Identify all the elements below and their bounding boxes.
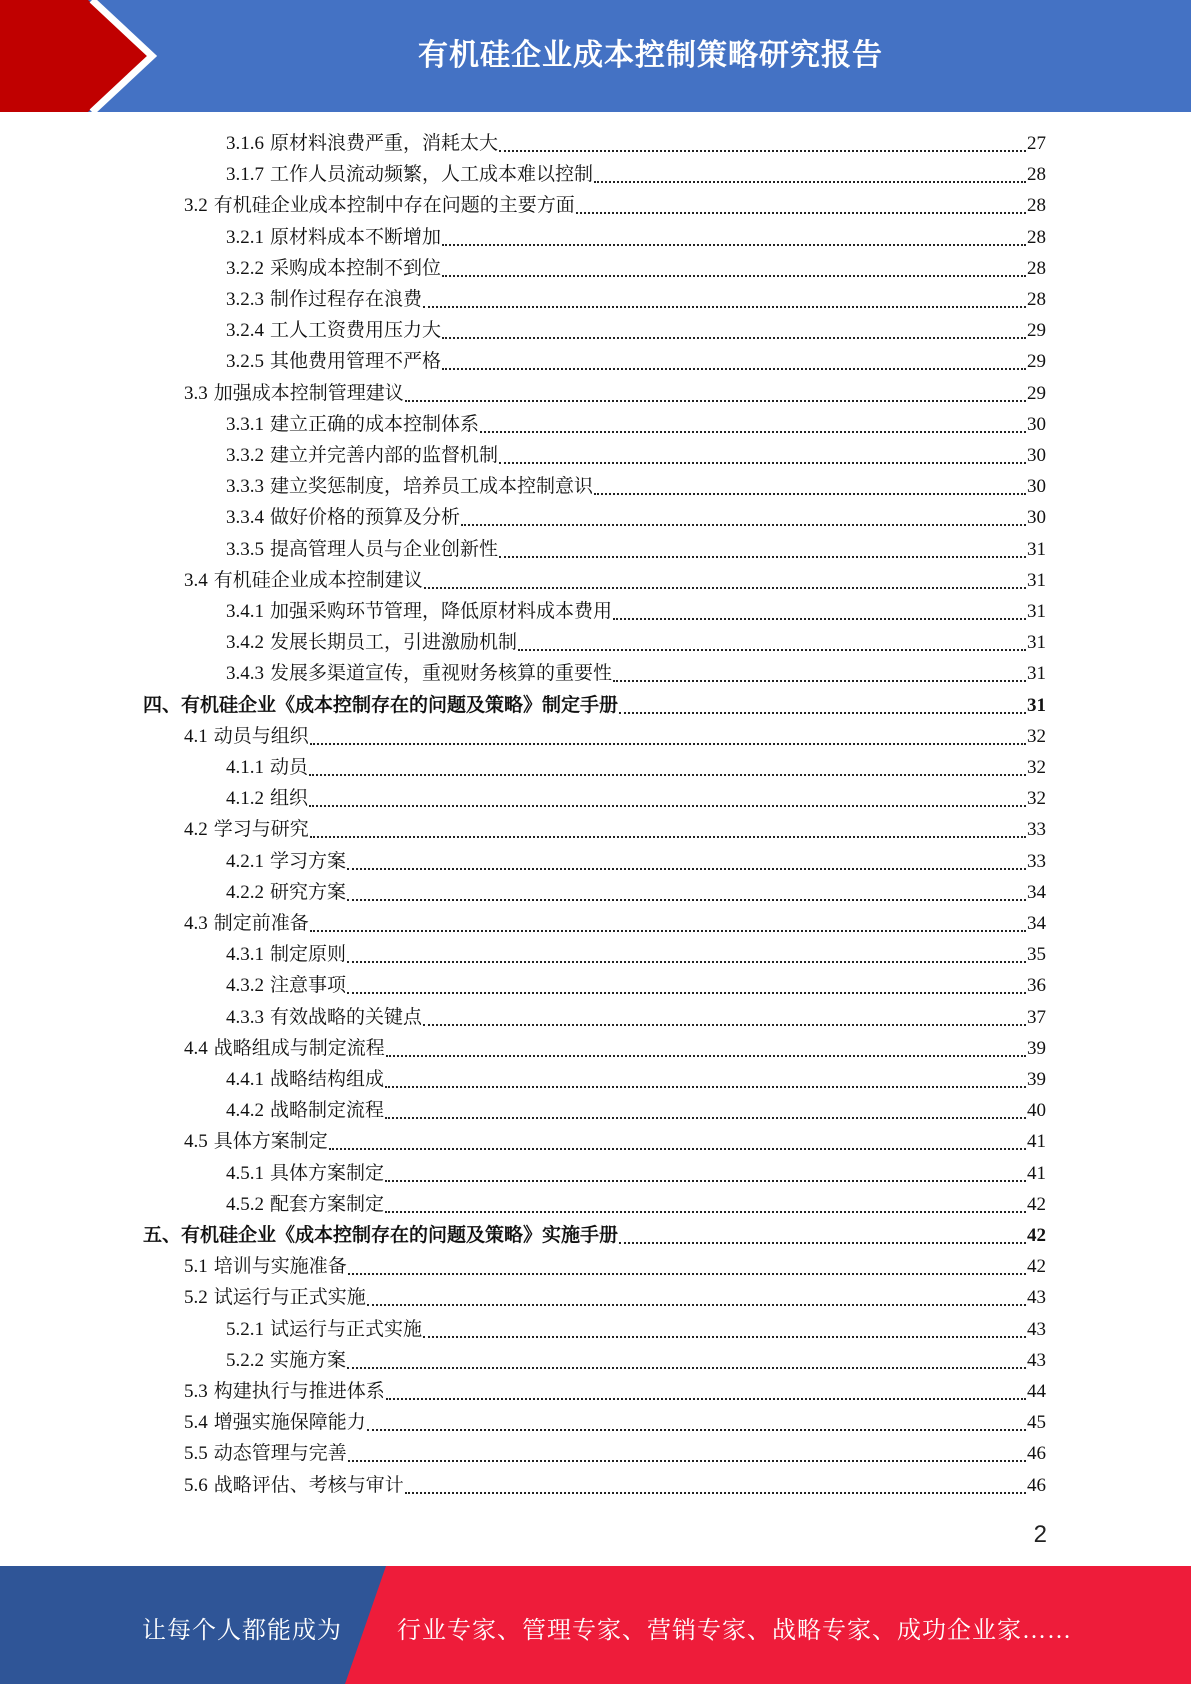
toc-entry-title: 试运行与正式实施 [213,1287,366,1308]
toc-entry-page: 29 [1027,320,1046,341]
toc-entry-title: 加强成本控制管理建议 [213,383,404,404]
toc-entry[interactable] [226,970,1046,1001]
toc-entry-page: 28 [1027,289,1046,310]
toc-dot-leader [329,1148,1026,1150]
page-footer [0,1566,1191,1684]
toc-entry-page: 32 [1027,726,1046,747]
toc-entry-title: 战略制定流程 [270,1100,385,1121]
toc-entry[interactable] [226,253,1046,284]
toc-entry-title: 制定前准备 [213,913,309,934]
toc-dot-leader [348,1460,1026,1462]
toc-entry-title: 培训与实施准备 [213,1256,347,1277]
toc-entry[interactable] [226,1002,1046,1033]
toc-entry[interactable] [184,378,1046,409]
toc-dot-leader [348,1273,1026,1275]
toc-entry-number: 3.3.5 [226,539,264,560]
footer-slogan-left: 让每个人都能成为 [142,1618,342,1644]
toc-entry-number: 4.5 [184,1131,208,1152]
toc-entry-page: 39 [1027,1038,1046,1059]
toc-entry[interactable] [143,690,1046,721]
toc-dot-leader [385,1117,1026,1119]
toc-entry-page: 30 [1027,414,1046,435]
toc-dot-leader [386,1398,1026,1400]
toc-entry[interactable] [184,721,1046,752]
toc-dot-leader [309,805,1026,807]
toc-entry-title: 有效战略的关键点 [270,1007,423,1028]
toc-entry-page: 30 [1027,445,1046,466]
toc-entry-page: 32 [1027,757,1046,778]
toc-entry-number: 4.2 [184,819,208,840]
toc-entry-title: 五、有机硅企业《成本控制存在的问题及策略》实施手册 [143,1225,619,1246]
toc-entry-number: 4.4.2 [226,1100,264,1121]
toc-entry-title: 提高管理人员与企业创新性 [270,539,499,560]
toc-entry-title: 其他费用管理不严格 [270,351,442,372]
toc-dot-leader [347,868,1026,870]
toc-entry-number: 3.2.4 [226,320,264,341]
toc-dot-leader [423,1024,1026,1026]
toc-entry-number: 4.3.1 [226,944,264,965]
toc-dot-leader [347,899,1026,901]
toc-entry-page: 31 [1027,601,1046,622]
toc-dot-leader [405,400,1026,402]
toc-entry-title: 制作过程存在浪费 [270,289,423,310]
toc-dot-leader [442,244,1026,246]
toc-entry[interactable] [184,1376,1046,1407]
toc-dot-leader [423,1336,1026,1338]
toc-dot-leader [347,1367,1026,1369]
toc-entry[interactable] [226,1064,1046,1095]
toc-entry-page: 31 [1027,663,1046,684]
toc-entry-title: 学习与研究 [213,819,309,840]
toc-entry-page: 41 [1027,1131,1046,1152]
toc-dot-leader [499,556,1026,558]
toc-entry-page: 28 [1027,227,1046,248]
toc-entry-page: 36 [1027,975,1046,996]
page-number: 2 [1033,1521,1047,1548]
toc-entry-number: 4.5.1 [226,1163,264,1184]
toc-entry-title: 战略结构组成 [270,1069,385,1090]
toc-entry-number: 5.6 [184,1475,208,1496]
toc-dot-leader [347,961,1026,963]
toc-entry-number: 3.3.4 [226,507,264,528]
toc-dot-leader [385,1211,1026,1213]
page-header [0,0,1191,112]
toc-dot-leader [424,587,1026,589]
toc-entry-title: 原材料浪费严重，消耗太大 [270,133,499,154]
toc-entry[interactable] [226,846,1046,877]
toc-entry-title: 构建执行与推进体系 [213,1381,385,1402]
toc-entry[interactable] [184,190,1046,221]
toc-entry-page: 34 [1027,913,1046,934]
toc-entry-number: 3.4 [184,570,208,591]
toc-dot-leader [499,462,1026,464]
toc-entry-title: 配套方案制定 [270,1194,385,1215]
toc-entry-page: 44 [1027,1381,1046,1402]
toc-entry-title: 原材料成本不断增加 [270,227,442,248]
toc-dot-leader [310,743,1026,745]
toc-entry-title: 建立正确的成本控制体系 [270,414,480,435]
toc-entry-number: 4.5.2 [226,1194,264,1215]
toc-entry-title: 研究方案 [270,882,347,903]
toc-entry-number: 4.1.1 [226,757,264,778]
toc-entry-page: 28 [1027,258,1046,279]
toc-entry-number: 3.2.1 [226,227,264,248]
toc-entry[interactable] [184,1251,1046,1282]
toc-entry-page: 31 [1027,539,1046,560]
red-chevron-shape [0,0,148,112]
toc-entry-number: 4.3 [184,913,208,934]
toc-entry[interactable] [226,939,1046,970]
toc-entry-title: 动员 [270,757,309,778]
toc-entry-number: 3.4.2 [226,632,264,653]
toc-dot-leader [518,649,1026,651]
toc-dot-leader [385,1180,1026,1182]
toc-entry[interactable] [226,783,1046,814]
toc-entry[interactable] [226,502,1046,533]
toc-entry-title: 有机硅企业成本控制建议 [213,570,423,591]
toc-dot-leader [442,368,1026,370]
toc-entry-number: 3.1.7 [226,164,264,185]
toc-dot-leader [576,212,1026,214]
toc-entry-title: 建立并完善内部的监督机制 [270,445,499,466]
toc-dot-leader [613,618,1026,620]
toc-entry-page: 28 [1027,195,1046,216]
toc-entry[interactable] [226,1314,1046,1345]
toc-entry[interactable] [226,752,1046,783]
toc-entry-page: 41 [1027,1163,1046,1184]
toc-entry-number: 3.2.3 [226,289,264,310]
toc-entry-number: 4.3.3 [226,1007,264,1028]
toc-entry-page: 35 [1027,944,1046,965]
toc-entry[interactable] [184,1126,1046,1157]
toc-entry-number: 4.4.1 [226,1069,264,1090]
toc-entry-page: 40 [1027,1100,1046,1121]
toc-dot-leader [499,150,1026,152]
toc-entry-page: 45 [1027,1412,1046,1433]
toc-entry-title: 工作人员流动频繁，人工成本难以控制 [270,164,594,185]
toc-dot-leader [442,337,1026,339]
toc-entry[interactable] [184,814,1046,845]
toc-entry-page: 42 [1027,1225,1046,1246]
toc-entry[interactable] [226,877,1046,908]
toc-entry-page: 33 [1027,851,1046,872]
toc-entry-page: 31 [1027,632,1046,653]
toc-entry[interactable] [226,1095,1046,1126]
toc-dot-leader [405,1492,1026,1494]
toc-entry-number: 3.4.3 [226,663,264,684]
toc-entry-number: 5.2.2 [226,1350,264,1371]
toc-entry-number: 3.4.1 [226,601,264,622]
toc-entry-number: 5.3 [184,1381,208,1402]
toc-entry[interactable] [226,658,1046,689]
toc-entry-title: 具体方案制定 [270,1163,385,1184]
footer-slogan-right: 行业专家、管理专家、营销专家、战略专家、成功企业家…… [397,1618,1072,1644]
toc-entry-page: 43 [1027,1287,1046,1308]
toc-dot-leader [367,1304,1026,1306]
toc-entry[interactable] [226,222,1046,253]
toc-entry-page: 31 [1027,695,1046,716]
toc-entry-title: 增强实施保障能力 [213,1412,366,1433]
toc-entry-page: 31 [1027,570,1046,591]
toc-entry-number: 4.1 [184,726,208,747]
toc-entry-title: 试运行与正式实施 [270,1319,423,1340]
toc-entry-number: 5.2 [184,1287,208,1308]
toc-entry[interactable] [226,1189,1046,1220]
toc-entry-page: 29 [1027,351,1046,372]
toc-dot-leader [310,930,1026,932]
toc-entry[interactable] [226,1158,1046,1189]
toc-dot-leader [386,1055,1026,1057]
toc-entry-title: 发展多渠道宣传，重视财务核算的重要性 [270,663,613,684]
toc-entry-page: 27 [1027,133,1046,154]
toc-entry-title: 发展长期员工，引进激励机制 [270,632,518,653]
toc-dot-leader [619,712,1026,714]
toc-entry[interactable] [226,596,1046,627]
toc-entry-page: 33 [1027,819,1046,840]
toc-entry-number: 3.3.2 [226,445,264,466]
toc-entry-page: 28 [1027,164,1046,185]
toc-entry-number: 3.3 [184,383,208,404]
toc-entry-number: 5.2.1 [226,1319,264,1340]
toc-entry[interactable] [226,471,1046,502]
toc-entry[interactable] [226,284,1046,315]
toc-dot-leader [309,774,1026,776]
toc-entry-title: 制定原则 [270,944,347,965]
toc-entry-number: 5.1 [184,1256,208,1277]
toc-entry[interactable] [184,908,1046,939]
toc-entry-title: 工人工资费用压力大 [270,320,442,341]
toc-entry-page: 43 [1027,1319,1046,1340]
toc-entry-page: 42 [1027,1194,1046,1215]
toc-entry[interactable] [184,565,1046,596]
toc-entry-page: 34 [1027,882,1046,903]
toc-entry-title: 具体方案制定 [213,1131,328,1152]
toc-dot-leader [480,431,1026,433]
toc-entry-title: 动态管理与完善 [213,1443,347,1464]
toc-entry-title: 采购成本控制不到位 [270,258,442,279]
toc-dot-leader [367,1429,1026,1431]
toc-entry-number: 4.1.2 [226,788,264,809]
toc-dot-leader [594,181,1026,183]
toc-entry-page: 42 [1027,1256,1046,1277]
toc-entry-number: 4.2.1 [226,851,264,872]
toc-entry-page: 37 [1027,1007,1046,1028]
toc-entry[interactable] [143,1220,1046,1251]
toc-entry[interactable] [226,346,1046,377]
toc-dot-leader [594,493,1026,495]
toc-entry[interactable] [226,534,1046,565]
toc-entry[interactable] [226,159,1046,190]
toc-entry-title: 建立奖惩制度，培养员工成本控制意识 [270,476,594,497]
toc-entry[interactable] [184,1407,1046,1438]
toc-entry-title: 做好价格的预算及分析 [270,507,461,528]
toc-entry-title: 加强采购环节管理，降低原材料成本费用 [270,601,613,622]
toc-entry-number: 4.2.2 [226,882,264,903]
toc-entry[interactable] [226,1345,1046,1376]
toc-dot-leader [385,1086,1026,1088]
toc-entry-number: 3.3.1 [226,414,264,435]
toc-entry-page: 46 [1027,1443,1046,1464]
toc-entry-title: 注意事项 [270,975,347,996]
toc-dot-leader [613,680,1026,682]
toc-entry-title: 有机硅企业成本控制中存在问题的主要方面 [213,195,575,216]
toc-entry[interactable] [226,128,1046,159]
toc-entry-title: 实施方案 [270,1350,347,1371]
toc-entry-page: 46 [1027,1475,1046,1496]
toc-entry-number: 3.2.5 [226,351,264,372]
toc-entry-number: 4.4 [184,1038,208,1059]
toc-entry-page: 30 [1027,476,1046,497]
toc-entry[interactable] [184,1282,1046,1313]
toc-entry-title: 战略评估、考核与审计 [213,1475,404,1496]
toc-entry[interactable] [226,440,1046,471]
header-chevron-decoration [0,0,160,112]
toc-entry-title: 动员与组织 [213,726,309,747]
toc-dot-leader [442,275,1026,277]
toc-entry-number: 3.1.6 [226,133,264,154]
toc-entry-title: 学习方案 [270,851,347,872]
toc-entry-title: 组织 [270,788,309,809]
toc-entry[interactable] [226,409,1046,440]
toc-entry-page: 43 [1027,1350,1046,1371]
toc-entry-page: 32 [1027,788,1046,809]
toc-entry-number: 3.3.3 [226,476,264,497]
toc-dot-leader [461,524,1026,526]
toc-entry[interactable] [184,1033,1046,1064]
toc-entry-title: 四、有机硅企业《成本控制存在的问题及策略》制定手册 [143,695,619,716]
toc-dot-leader [310,836,1026,838]
report-title: 有机硅企业成本控制策略研究报告 [418,38,883,73]
toc-entry-number: 5.4 [184,1412,208,1433]
toc-entry-number: 3.2 [184,195,208,216]
toc-entry-page: 30 [1027,507,1046,528]
toc-entry-title: 战略组成与制定流程 [213,1038,385,1059]
toc-entry-page: 29 [1027,383,1046,404]
toc-entry[interactable] [184,1470,1046,1501]
toc-dot-leader [619,1242,1026,1244]
toc-entry-number: 4.3.2 [226,975,264,996]
toc-entry-number: 5.5 [184,1443,208,1464]
toc-entry[interactable] [184,1438,1046,1469]
toc-dot-leader [347,992,1026,994]
toc-entry-page: 39 [1027,1069,1046,1090]
toc-entry-number: 3.2.2 [226,258,264,279]
toc-entry[interactable] [226,315,1046,346]
toc-dot-leader [423,306,1026,308]
toc-entry[interactable] [226,627,1046,658]
